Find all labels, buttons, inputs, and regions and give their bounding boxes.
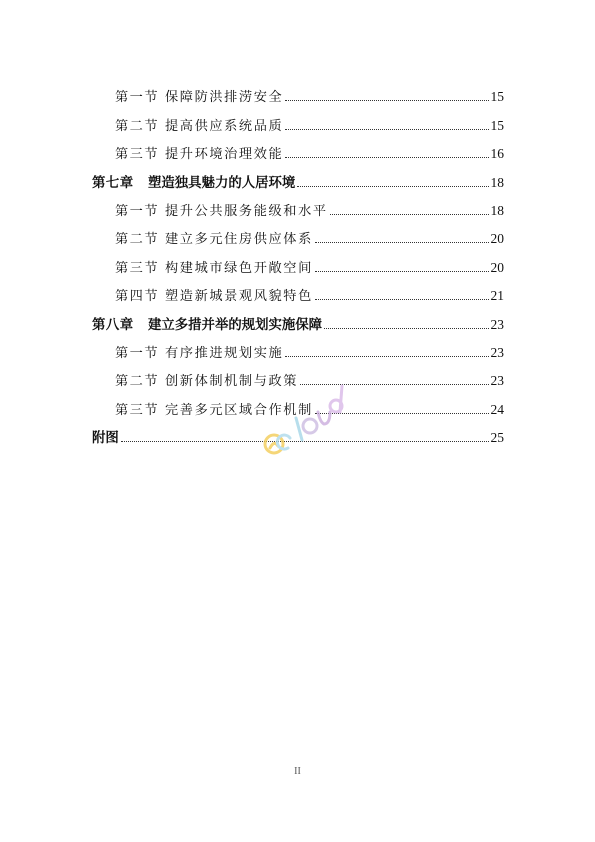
dot-leader	[285, 128, 488, 130]
dot-leader	[285, 355, 488, 357]
toc-entry-number: 第三节	[115, 147, 160, 163]
toc-entry-number: 第二节	[115, 232, 160, 248]
dot-leader	[297, 185, 488, 187]
toc-entry-label	[115, 86, 283, 105]
toc-entry-page: 23	[490, 316, 504, 332]
toc-entry-label	[92, 172, 295, 191]
toc-entry-page: 15	[490, 89, 504, 105]
dot-leader	[315, 241, 489, 243]
toc-section-row[interactable]	[92, 219, 504, 247]
toc-section-row[interactable]	[92, 77, 504, 105]
toc-entry-page: 21	[490, 288, 504, 304]
toc-entry-number: 第一节	[115, 90, 160, 106]
toc-entry-page: 23	[490, 344, 504, 360]
toc-section-row[interactable]	[92, 276, 504, 304]
toc-entry-title: 创新体制机制与政策	[165, 374, 299, 390]
cloud-watermark-icon	[256, 378, 352, 464]
toc-entry-number: 第三节	[115, 260, 160, 276]
toc-entry-number: 第二节	[115, 118, 160, 134]
toc-section-row[interactable]	[92, 247, 504, 275]
dot-leader	[315, 270, 489, 272]
toc-entry-page: 20	[490, 259, 504, 275]
toc-entry-page: 16	[490, 146, 504, 162]
dot-leader	[285, 156, 488, 158]
toc-entry-title: 构建城市绿色开敞空间	[165, 260, 313, 276]
toc-entry-page: 18	[490, 202, 504, 218]
toc-entry-title: 建立多元住房供应体系	[165, 232, 313, 248]
dot-leader	[285, 99, 488, 101]
toc-entry-label	[115, 257, 313, 276]
toc-entry-title: 提升公共服务能级和水平	[165, 203, 328, 219]
toc-entry-title: 提高供应系统品质	[165, 118, 284, 134]
page-number: II	[294, 766, 301, 777]
toc-entry-title: 塑造新城景观风貌特色	[165, 289, 313, 305]
toc-entry-label	[115, 285, 313, 304]
toc-chapter-row[interactable]	[92, 162, 504, 190]
toc-entry-number: 第八章	[92, 317, 134, 333]
toc-entry-label	[115, 228, 313, 247]
toc-entry-label	[92, 427, 119, 446]
toc-entry-number: 第三节	[115, 402, 160, 418]
toc-entry-label	[115, 143, 283, 162]
toc-entry-title: 完善多元区域合作机制	[165, 402, 313, 418]
toc-entry-number: 第四节	[115, 289, 160, 305]
toc-entry-page: 23	[490, 373, 504, 389]
toc-entry-label	[115, 342, 283, 361]
dot-leader	[324, 327, 488, 329]
toc-entry-title: 有序推进规划实施	[165, 345, 284, 361]
dot-leader	[330, 213, 489, 215]
toc-entry-number: 第七章	[92, 175, 134, 191]
toc-entry-title: 建立多措并举的规划实施保障	[148, 317, 323, 333]
toc-entry-title: 塑造独具魅力的人居环境	[148, 175, 296, 191]
toc-entry-number: 第二节	[115, 374, 160, 390]
toc-entry-page: 15	[490, 117, 504, 133]
toc-section-row[interactable]	[92, 191, 504, 219]
toc-entry-title: 提升环境治理效能	[165, 147, 284, 163]
toc-entry-page: 20	[490, 231, 504, 247]
toc-entry-number: 第一节	[115, 345, 160, 361]
toc-entry-page: 18	[490, 174, 504, 190]
toc-section-row[interactable]	[92, 105, 504, 133]
dot-leader	[315, 298, 489, 300]
toc-entry-label	[115, 115, 283, 134]
toc-chapter-row[interactable]	[92, 304, 504, 332]
toc-section-row[interactable]	[92, 134, 504, 162]
toc-entry-number: 第一节	[115, 203, 160, 219]
toc-entry-title: 附图	[92, 431, 119, 447]
toc-entry-label	[92, 314, 322, 333]
toc-entry-page: 24	[490, 401, 504, 417]
toc-section-row[interactable]	[92, 333, 504, 361]
toc-entry-label	[115, 200, 328, 219]
toc-entry-page: 25	[490, 430, 504, 446]
toc-entry-title: 保障防洪排涝安全	[165, 90, 284, 106]
